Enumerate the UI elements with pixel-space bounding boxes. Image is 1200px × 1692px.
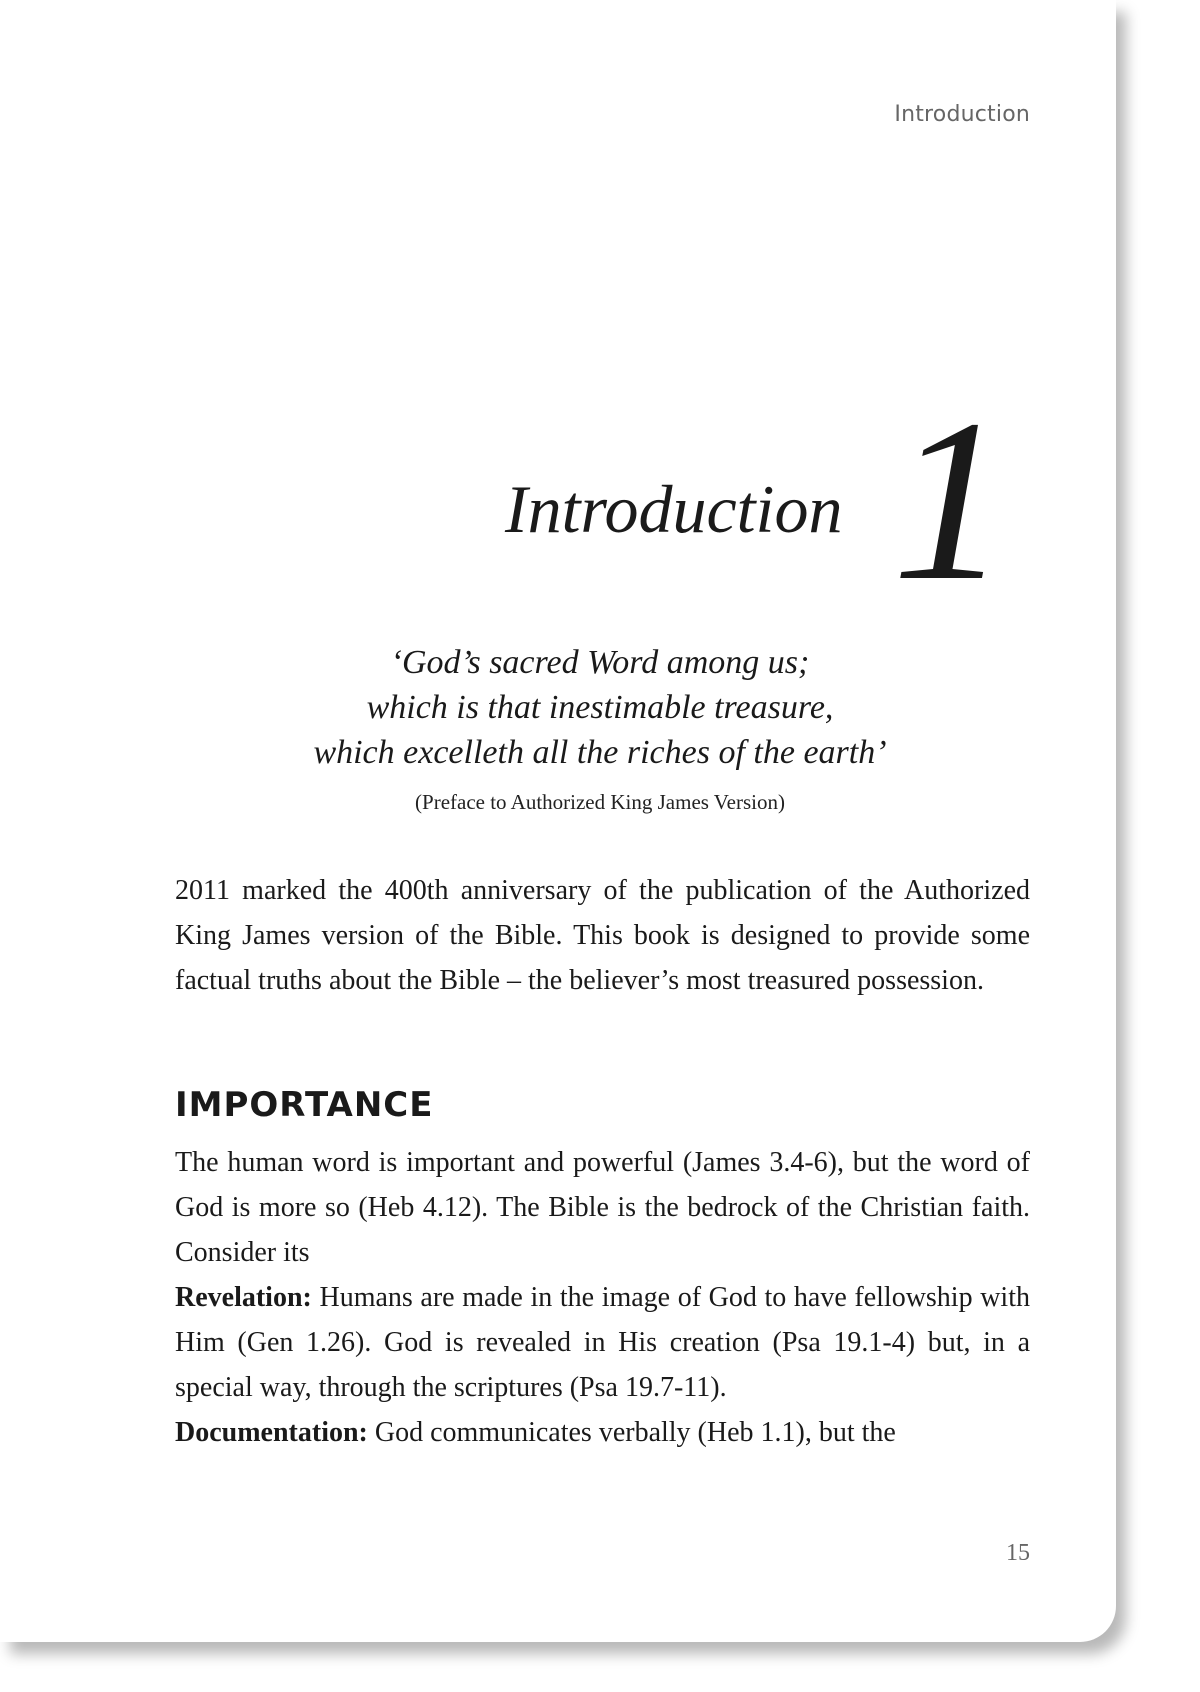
section-body xyxy=(175,1140,1030,1455)
epigraph-line: ‘God’s sacred Word among us; xyxy=(390,644,810,681)
section-paragraph: The human word is important and powerful (James 3.4-6), but the word of God is more so (Heb 4.12). The Bible is the bedrock of the Christian faith. Consider its xyxy=(175,1147,1030,1268)
epigraph-line: which is that inestimable treasure, xyxy=(366,689,834,726)
epigraph xyxy=(200,640,1000,775)
epigraph-source: (Preface to Authorized King James Version) xyxy=(415,790,785,814)
item-text: God communicates verbally (Heb 1.1), but the xyxy=(367,1417,896,1448)
page-number: 15 xyxy=(1006,1540,1030,1566)
section-item-documentation xyxy=(175,1410,1030,1455)
item-term: Documentation: xyxy=(175,1417,368,1448)
running-head: Introduction xyxy=(894,102,1030,127)
chapter-title: Introduction xyxy=(505,471,843,547)
section-heading: IMPORTANCE xyxy=(175,1085,434,1125)
intro-paragraph-text: 2011 marked the 400th anniversary of the publication of the Authorized King James version of the Bible. This book is designed to provide some factual truths about the Bible – the believer’s most treasured possession. xyxy=(175,875,1030,996)
epigraph-line: which excelleth all the riches of the earth’ xyxy=(313,734,887,771)
item-term: Revelation: xyxy=(175,1282,312,1313)
chapter-number: 1 xyxy=(892,372,1008,629)
section-item-revelation xyxy=(175,1275,1030,1410)
intro-paragraph xyxy=(175,868,1030,1003)
item-text: Humans are made in the image of God to have fellowship with Him (Gen 1.26). God is revealed in His creation (Psa 19.1-4) but, in a special way, through the scriptures (Psa 19.7-11). xyxy=(175,1282,1030,1403)
